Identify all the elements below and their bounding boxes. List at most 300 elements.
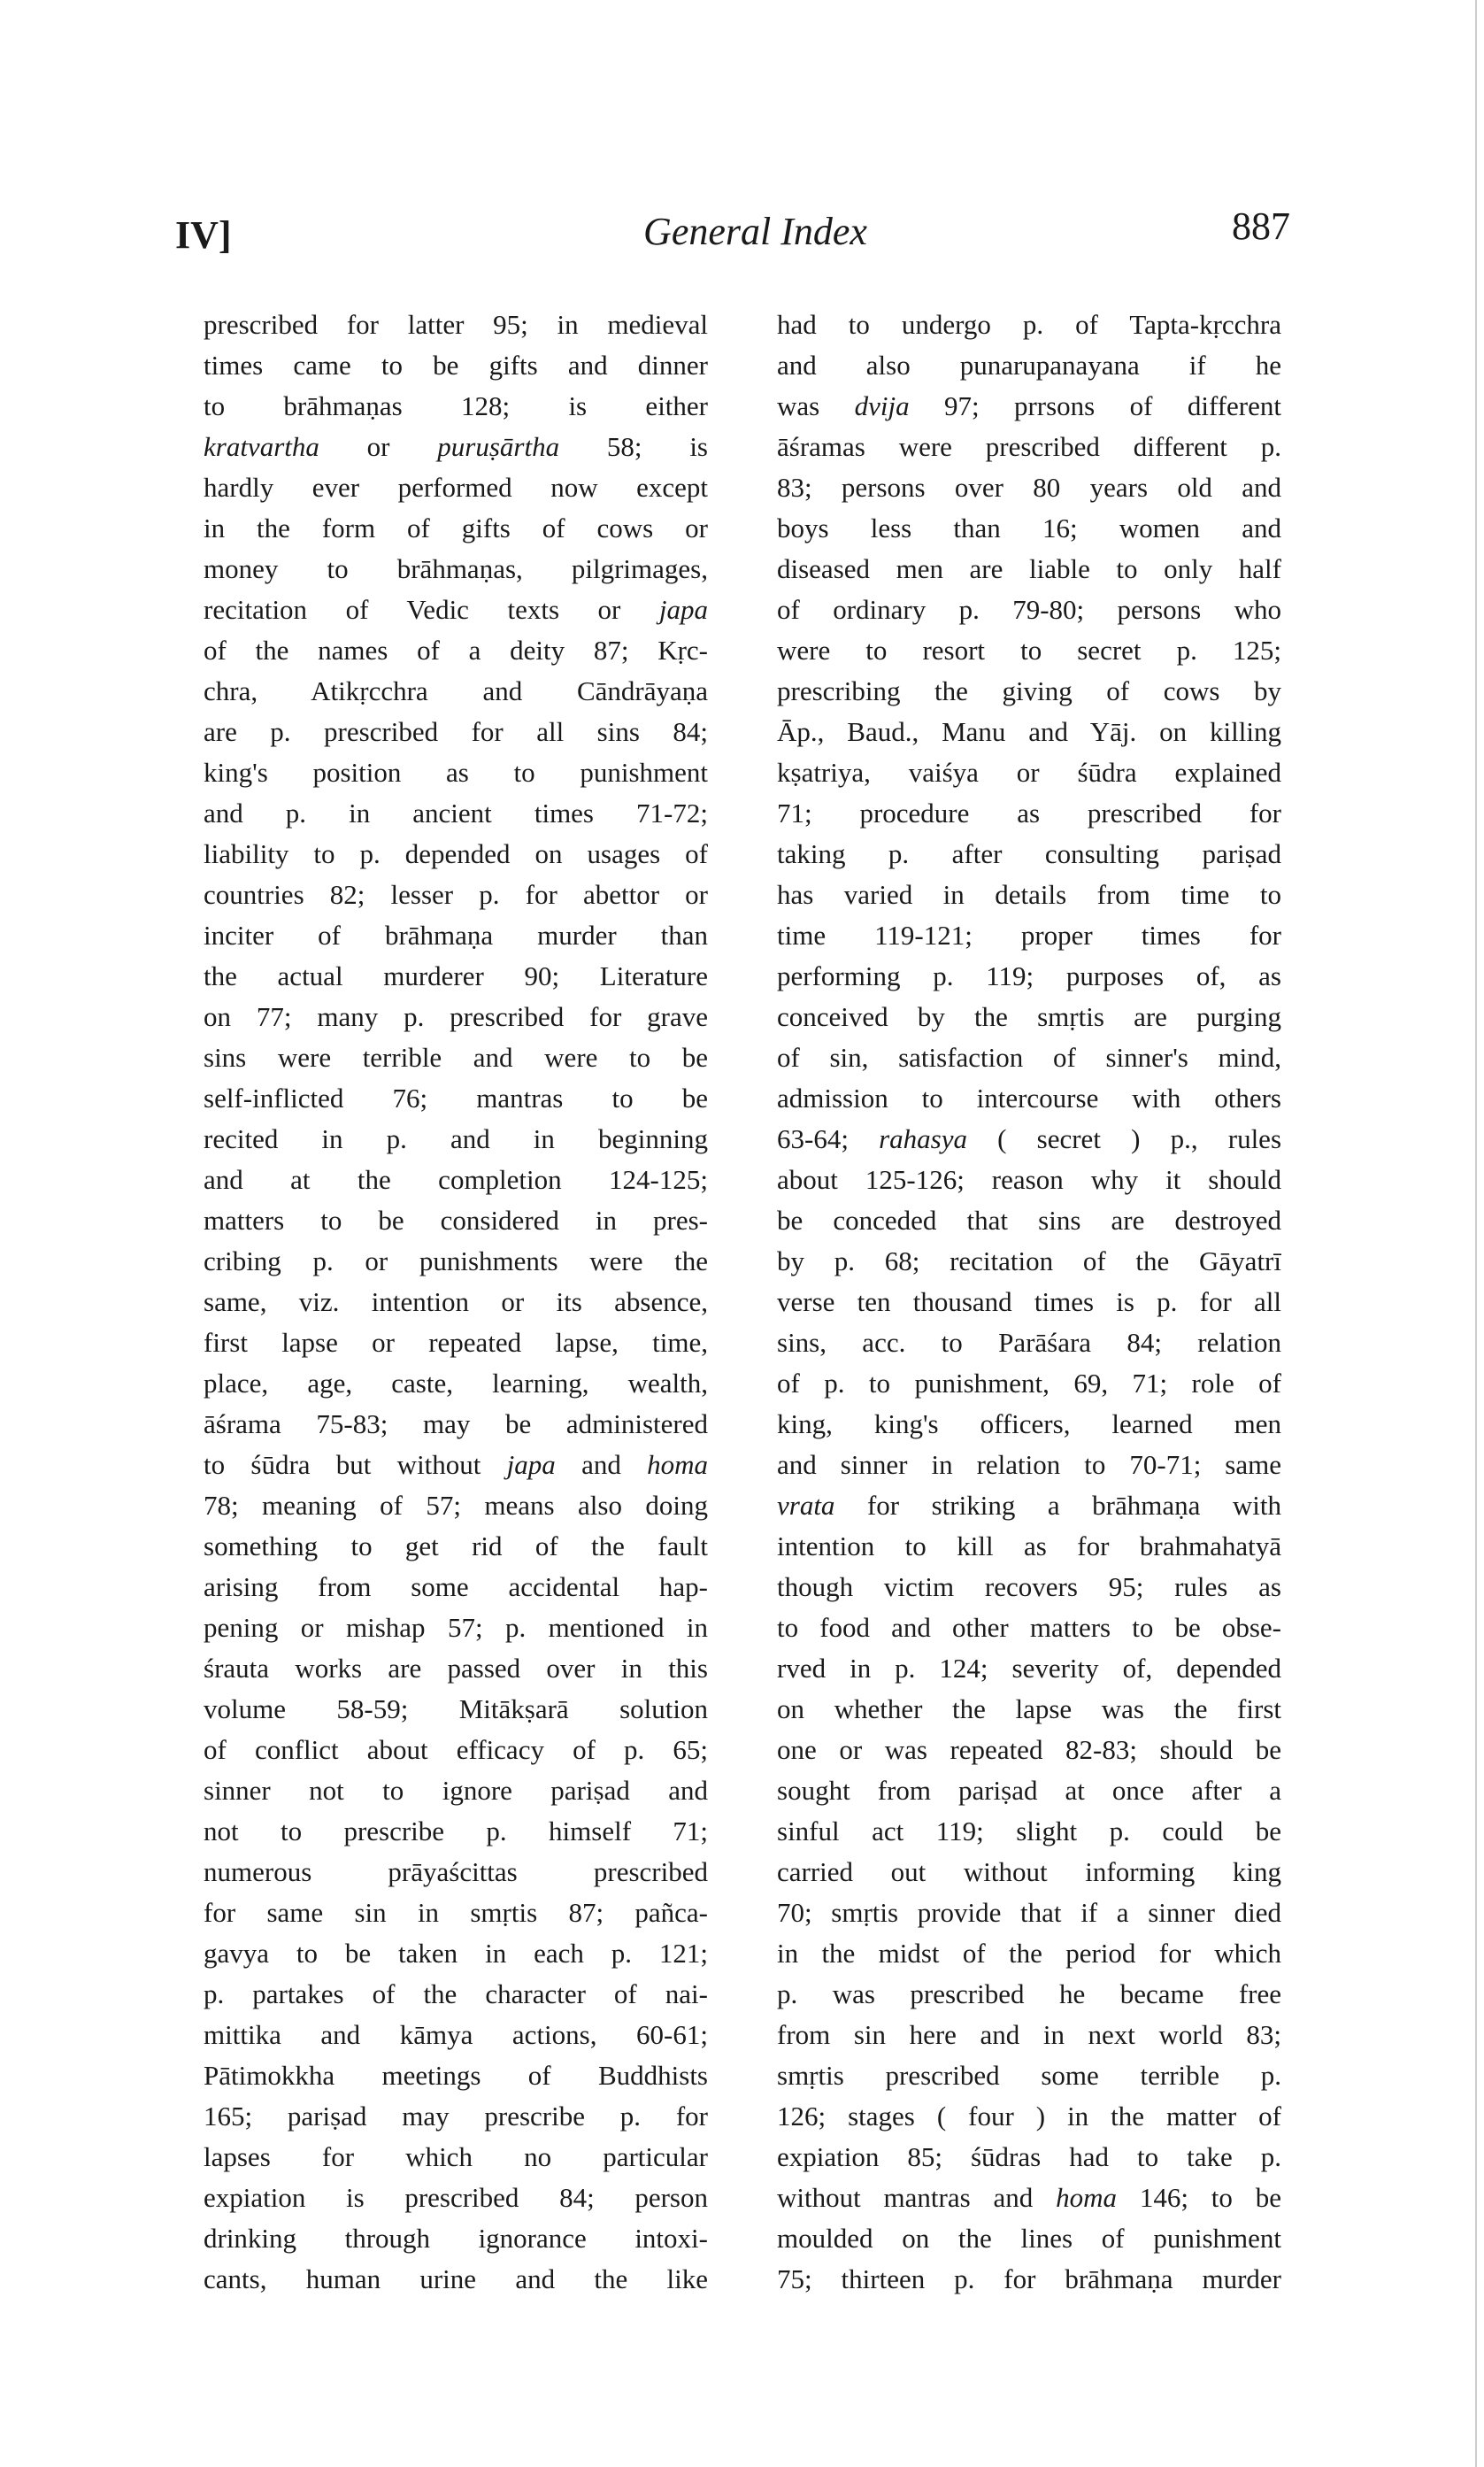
index-line-text <box>204 1775 708 1806</box>
text-segment: numerous prāyaścittas prescribed <box>204 1856 708 1887</box>
index-line <box>777 467 1281 508</box>
text-segment: of conflict about efficacy of p. 65; <box>204 1734 708 1765</box>
index-line-text <box>204 1164 708 1195</box>
text-segment: place, age, caste, learning, wealth, <box>204 1368 708 1399</box>
index-line-text <box>204 1205 708 1236</box>
index-line <box>777 1363 1281 1404</box>
index-line <box>777 915 1281 956</box>
text-segment: on whether the lapse was the first <box>777 1693 1281 1724</box>
index-line-text <box>204 1856 708 1887</box>
index-line <box>777 1241 1281 1282</box>
text-segment: same, viz. intention or its absence, <box>204 1286 708 1317</box>
index-line <box>204 2137 708 2178</box>
index-line <box>777 1567 1281 1607</box>
text-segment: and sinner in relation to 70-71; same <box>777 1449 1281 1480</box>
text-segment: to brāhmaṇas 128; is either <box>204 390 708 421</box>
index-line <box>777 1282 1281 1322</box>
index-line-text <box>777 1530 1281 1561</box>
index-line-text <box>777 1408 1281 1439</box>
index-line <box>204 1282 708 1322</box>
text-segment: times came to be gifts and dinner <box>204 350 708 381</box>
text-segment: inciter of brāhmaṇa murder than <box>204 920 708 951</box>
index-line-text <box>777 1205 1281 1236</box>
text-segment: Pātimokkha meetings of Buddhists <box>204 2060 708 2091</box>
index-line <box>777 1770 1281 1811</box>
text-segment: diseased men are liable to only half <box>777 553 1281 584</box>
text-segment: pening or mishap 57; p. mentioned in <box>204 1612 708 1643</box>
italic-term: kratvartha <box>204 431 319 462</box>
text-segment: to śūdra but without <box>204 1449 507 1480</box>
text-segment: prescribed for latter 95; in medieval <box>204 309 708 340</box>
text-segment: p. was prescribed he became free <box>777 1978 1281 2009</box>
index-line-text <box>777 716 1281 747</box>
text-segment: moulded on the lines of punishment <box>777 2223 1281 2254</box>
index-line <box>777 1648 1281 1689</box>
text-segment: āśramas were prescribed different p. <box>777 431 1281 462</box>
index-line-text <box>777 2182 1281 2213</box>
text-segment: on 77; many p. prescribed for grave <box>204 1001 708 1032</box>
index-line <box>777 1933 1281 1974</box>
index-line-text <box>777 920 1281 951</box>
text-segment: from sin here and in next world 83; <box>777 2019 1281 2050</box>
italic-term: homa <box>1056 2182 1117 2213</box>
index-line-text <box>777 1042 1281 1073</box>
text-segment: in the midst of the period for which <box>777 1938 1281 1969</box>
index-line-text <box>777 2060 1281 2091</box>
index-line <box>204 386 708 427</box>
index-line-text <box>777 594 1281 625</box>
index-line-text <box>204 1408 708 1439</box>
index-line <box>777 671 1281 712</box>
text-segment: though victim recovers 95; rules as <box>777 1571 1281 1602</box>
text-segment: lapses for which no particular <box>204 2141 708 2172</box>
index-line <box>777 1037 1281 1078</box>
index-line <box>204 793 708 834</box>
index-line <box>777 345 1281 386</box>
index-line <box>204 956 708 997</box>
index-line-text <box>204 675 708 706</box>
text-segment: has varied in details from time to <box>777 879 1281 910</box>
index-line-text <box>204 2101 708 2132</box>
text-segment: and <box>555 1449 648 1480</box>
index-line <box>777 2096 1281 2137</box>
text-segment: cribing p. or punishments were the <box>204 1245 708 1276</box>
index-line-text <box>777 1693 1281 1724</box>
index-line-text <box>777 1001 1281 1032</box>
text-segment: recited in p. and in beginning <box>204 1123 708 1154</box>
index-line <box>204 1322 708 1363</box>
index-line <box>777 1607 1281 1648</box>
text-segment: without mantras and <box>777 2182 1057 2213</box>
index-line-text <box>777 2263 1281 2294</box>
text-segment: prescribing the giving of cows by <box>777 675 1281 706</box>
index-line <box>204 2178 708 2218</box>
text-segment: admission to intercourse with others <box>777 1083 1281 1114</box>
text-segment: kṣatriya, vaiśya or śūdra explained <box>777 757 1281 788</box>
index-line <box>204 2015 708 2055</box>
text-segment: 70; smṛtis provide that if a sinner died <box>777 1897 1281 1928</box>
index-line-text <box>777 838 1281 869</box>
index-line-text <box>204 960 708 991</box>
italic-term: puruṣārtha <box>437 431 560 462</box>
text-segment: sought from pariṣad at once after a <box>777 1775 1281 1806</box>
index-line-text <box>204 2019 708 2050</box>
index-line <box>777 508 1281 549</box>
text-segment: of ordinary p. 79-80; persons who <box>777 594 1281 625</box>
text-segment: first lapse or repeated lapse, time, <box>204 1327 708 1358</box>
text-segment: 71; procedure as prescribed for <box>777 798 1281 829</box>
index-line-text <box>204 2223 708 2254</box>
text-segment: of sin, satisfaction of sinner's mind, <box>777 1042 1281 1073</box>
index-line-text <box>204 594 708 625</box>
index-line-text <box>204 879 708 910</box>
index-line <box>777 997 1281 1037</box>
text-segment: drinking through ignorance intoxi- <box>204 2223 708 2254</box>
index-line <box>777 2218 1281 2259</box>
index-line-text <box>204 1083 708 1114</box>
text-segment: śrauta works are passed over in this <box>204 1653 708 1684</box>
index-line <box>777 1811 1281 1852</box>
text-segment: in the form of gifts of cows or <box>204 513 708 544</box>
index-line-text <box>777 431 1281 462</box>
index-line-text <box>204 390 708 421</box>
index-line <box>204 1526 708 1567</box>
index-line <box>777 630 1281 671</box>
index-line <box>204 1160 708 1200</box>
index-line <box>204 1241 708 1282</box>
index-line <box>204 1730 708 1770</box>
index-line <box>204 345 708 386</box>
italic-term: japa <box>658 594 708 625</box>
text-segment: 78; meaning of 57; means also doing <box>204 1490 708 1521</box>
index-line-text <box>777 472 1281 503</box>
index-line <box>204 1363 708 1404</box>
index-line-text <box>204 1001 708 1032</box>
index-line-text <box>204 1449 708 1480</box>
index-line <box>777 2178 1281 2218</box>
index-line <box>777 386 1281 427</box>
text-segment: 126; stages ( four ) in the matter of <box>777 2101 1281 2132</box>
text-segment: and also punarupanayana if he <box>777 350 1281 381</box>
index-line <box>204 2218 708 2259</box>
index-line-text <box>204 350 708 381</box>
index-line <box>204 1445 708 1485</box>
index-line <box>777 2137 1281 2178</box>
text-segment: and at the completion 124-125; <box>204 1164 708 1195</box>
text-segment: sins were terrible and were to be <box>204 1042 708 1073</box>
text-segment: not to prescribe p. himself 71; <box>204 1816 708 1846</box>
index-line-text <box>777 1734 1281 1765</box>
text-segment: money to brāhmaṇas, pilgrimages, <box>204 553 708 584</box>
index-line <box>777 427 1281 467</box>
text-segment: of the names of a deity 87; Kṛc- <box>204 635 708 666</box>
index-line <box>204 915 708 956</box>
index-line-text <box>204 1123 708 1154</box>
text-segment: Āp., Baud., Manu and Yāj. on killing <box>777 716 1281 747</box>
text-segment: self-inflicted 76; mantras to be <box>204 1083 708 1114</box>
index-line <box>777 752 1281 793</box>
index-line <box>777 1119 1281 1160</box>
index-line-text <box>777 1897 1281 1928</box>
text-segment: are p. prescribed for all sins 84; <box>204 716 708 747</box>
text-segment: intention to kill as for brahmahatyā <box>777 1530 1281 1561</box>
index-line <box>777 1730 1281 1770</box>
text-segment: were to resort to secret p. 125; <box>777 635 1281 666</box>
italic-term: vrata <box>777 1490 835 1521</box>
index-line-text <box>777 2019 1281 2050</box>
index-line-text <box>204 1612 708 1643</box>
index-line-text <box>777 1978 1281 2009</box>
index-line <box>777 1974 1281 2015</box>
text-segment: or <box>319 431 438 462</box>
index-line-text <box>777 1490 1281 1521</box>
text-segment: one or was repeated 82-83; should be <box>777 1734 1281 1765</box>
index-line-text <box>204 1816 708 1846</box>
index-line <box>204 427 708 467</box>
index-line-text <box>204 1897 708 1928</box>
italic-term: dvija <box>854 390 910 421</box>
index-line <box>204 467 708 508</box>
page-title: General Index <box>643 210 867 253</box>
index-line <box>204 834 708 875</box>
index-line-text <box>777 1816 1281 1846</box>
text-segment: ( secret ) p., rules <box>967 1123 1281 1154</box>
index-line-text <box>204 553 708 584</box>
index-line <box>777 1322 1281 1363</box>
index-line <box>777 1445 1281 1485</box>
index-line <box>777 1852 1281 1893</box>
text-segment: mittika and kāmya actions, 60-61; <box>204 2019 708 2050</box>
text-segment: was <box>777 390 855 421</box>
text-segment: countries 82; lesser p. for abettor or <box>204 879 708 910</box>
index-line <box>204 1770 708 1811</box>
text-segment: be conceded that sins are destroyed <box>777 1205 1281 1236</box>
index-line-text <box>777 635 1281 666</box>
index-line-text <box>204 1042 708 1073</box>
index-line <box>204 2259 708 2300</box>
text-segment: 63-64; <box>777 1123 880 1154</box>
text-segment: sinful act 119; slight p. could be <box>777 1816 1281 1846</box>
index-line <box>777 2055 1281 2096</box>
index-line-text <box>777 1164 1281 1195</box>
index-line <box>777 1404 1281 1445</box>
text-segment: verse ten thousand times is p. for all <box>777 1286 1281 1317</box>
index-line <box>204 2096 708 2137</box>
index-line <box>204 590 708 630</box>
index-line <box>204 1404 708 1445</box>
index-line-text <box>777 879 1281 910</box>
index-line-text <box>204 1653 708 1684</box>
text-segment: matters to be considered in pres- <box>204 1205 708 1236</box>
index-line-text <box>777 1245 1281 1276</box>
index-line-text <box>777 390 1281 421</box>
italic-term: japa <box>506 1449 556 1480</box>
text-segment: about 125-126; reason why it should <box>777 1164 1281 1195</box>
index-line <box>204 549 708 590</box>
index-line-text <box>204 1734 708 1765</box>
index-column-right <box>777 305 1281 2300</box>
text-segment: p. partakes of the character of nai- <box>204 1978 708 2009</box>
index-line-text <box>777 675 1281 706</box>
index-line-text <box>777 350 1281 381</box>
text-segment: expiation is prescribed 84; person <box>204 2182 708 2213</box>
text-segment: āśrama 75-83; may be administered <box>204 1408 708 1439</box>
text-segment: boys less than 16; women and <box>777 513 1281 544</box>
section-number: IV] <box>175 213 232 257</box>
index-line <box>204 305 708 345</box>
index-line-text <box>777 553 1281 584</box>
index-line-text <box>777 513 1281 544</box>
index-line-text <box>204 1978 708 2009</box>
index-line <box>204 1974 708 2015</box>
text-segment: and p. in ancient times 71-72; <box>204 798 708 829</box>
index-line <box>777 793 1281 834</box>
text-segment: gavya to be taken in each p. 121; <box>204 1938 708 1969</box>
text-segment: carried out without informing king <box>777 1856 1281 1887</box>
index-line-text <box>777 1653 1281 1684</box>
text-segment: of p. to punishment, 69, 71; role of <box>777 1368 1281 1399</box>
index-line <box>204 712 708 752</box>
index-line <box>204 671 708 712</box>
text-segment: performing p. 119; purposes of, as <box>777 960 1281 991</box>
index-line <box>204 1689 708 1730</box>
index-line <box>204 1811 708 1852</box>
index-line-text <box>204 798 708 829</box>
index-line-text <box>777 2141 1281 2172</box>
index-line-text <box>204 1368 708 1399</box>
italic-term: rahasya <box>879 1123 967 1154</box>
index-line-text <box>204 920 708 951</box>
index-line <box>777 712 1281 752</box>
text-segment: the actual murderer 90; Literature <box>204 960 708 991</box>
index-line-text <box>777 1571 1281 1602</box>
index-line-text <box>204 2060 708 2091</box>
index-line <box>777 875 1281 915</box>
index-line-text <box>777 1286 1281 1317</box>
index-line <box>777 549 1281 590</box>
index-line <box>204 1485 708 1526</box>
index-line <box>204 2055 708 2096</box>
index-line <box>777 1200 1281 1241</box>
text-segment: sinner not to ignore pariṣad and <box>204 1775 708 1806</box>
index-line-text <box>204 472 708 503</box>
text-segment: had to undergo p. of Tapta-kṛcchra <box>777 309 1281 340</box>
index-line <box>204 875 708 915</box>
index-line-text <box>204 1571 708 1602</box>
text-segment: king, king's officers, learned men <box>777 1408 1281 1439</box>
text-segment: volume 58-59; Mitākṣarā solution <box>204 1693 708 1724</box>
text-segment: 58; is <box>559 431 708 462</box>
index-line-text <box>204 2263 708 2294</box>
index-line <box>777 956 1281 997</box>
index-line-text <box>204 1245 708 1276</box>
index-line <box>777 1485 1281 1526</box>
index-line <box>777 2259 1281 2300</box>
index-column-left <box>204 305 708 2300</box>
index-line <box>204 1037 708 1078</box>
index-line-text <box>777 1775 1281 1806</box>
index-line <box>777 1893 1281 1933</box>
index-line <box>204 1200 708 1241</box>
index-line-text <box>777 309 1281 340</box>
index-line <box>777 1526 1281 1567</box>
index-line <box>204 1607 708 1648</box>
text-segment: smṛtis prescribed some terrible p. <box>777 2060 1281 2091</box>
text-segment: by p. 68; recitation of the Gāyatrī <box>777 1245 1281 1276</box>
text-segment: something to get rid of the fault <box>204 1530 708 1561</box>
page-number: 887 <box>1232 204 1290 248</box>
index-line-text <box>204 1530 708 1561</box>
text-segment: 97; prrsons of different <box>909 390 1281 421</box>
index-line-text <box>204 1938 708 1969</box>
text-segment: sins, acc. to Parāśara 84; relation <box>777 1327 1281 1358</box>
index-line <box>204 1893 708 1933</box>
index-line-text <box>777 757 1281 788</box>
index-line <box>777 834 1281 875</box>
text-segment: expiation 85; śūdras had to take p. <box>777 2141 1281 2172</box>
text-segment: taking p. after consulting pariṣad <box>777 838 1281 869</box>
index-line-text <box>204 757 708 788</box>
text-segment: rved in p. 124; severity of, depended <box>777 1653 1281 1684</box>
text-segment: 83; persons over 80 years old and <box>777 472 1281 503</box>
index-line-text <box>204 1693 708 1724</box>
index-line <box>777 590 1281 630</box>
index-line <box>777 305 1281 345</box>
text-segment: recitation of Vedic texts or <box>204 594 659 625</box>
index-line-text <box>204 513 708 544</box>
index-line <box>204 1567 708 1607</box>
text-segment: cants, human urine and the like <box>204 2263 708 2294</box>
index-line-text <box>204 1286 708 1317</box>
index-line-text <box>204 838 708 869</box>
index-line-text <box>777 1083 1281 1114</box>
index-line-text <box>777 1123 1281 1154</box>
index-line <box>204 508 708 549</box>
index-line <box>204 1119 708 1160</box>
text-segment: for striking a brāhmaṇa with <box>834 1490 1281 1521</box>
index-line-text <box>204 2141 708 2172</box>
italic-term: homa <box>647 1449 708 1480</box>
text-segment: arising from some accidental hap- <box>204 1571 708 1602</box>
text-segment: liability to p. depended on usages of <box>204 838 708 869</box>
index-line <box>204 1078 708 1119</box>
index-line <box>777 1689 1281 1730</box>
text-segment: for same sin in smṛtis 87; pañca- <box>204 1897 708 1928</box>
scan-edge-line <box>1475 0 1477 2467</box>
index-line-text <box>777 1368 1281 1399</box>
index-line-text <box>204 2182 708 2213</box>
index-line <box>204 630 708 671</box>
index-line <box>204 997 708 1037</box>
text-segment: chra, Atikṛcchra and Cāndrāyaṇa <box>204 675 708 706</box>
index-line-text <box>777 1449 1281 1480</box>
index-line <box>777 1078 1281 1119</box>
index-line <box>777 1160 1281 1200</box>
text-segment: 165; pariṣad may prescribe p. for <box>204 2101 708 2132</box>
index-line <box>204 752 708 793</box>
text-segment: conceived by the smṛtis are purging <box>777 1001 1281 1032</box>
index-line-text <box>777 1856 1281 1887</box>
index-line-text <box>204 1490 708 1521</box>
text-segment: king's position as to punishment <box>204 757 708 788</box>
index-line <box>777 2015 1281 2055</box>
index-line-text <box>777 2223 1281 2254</box>
index-line-text <box>204 716 708 747</box>
text-segment: time 119-121; proper times for <box>777 920 1281 951</box>
index-line-text <box>777 798 1281 829</box>
index-line-text <box>777 960 1281 991</box>
index-line-text <box>204 635 708 666</box>
